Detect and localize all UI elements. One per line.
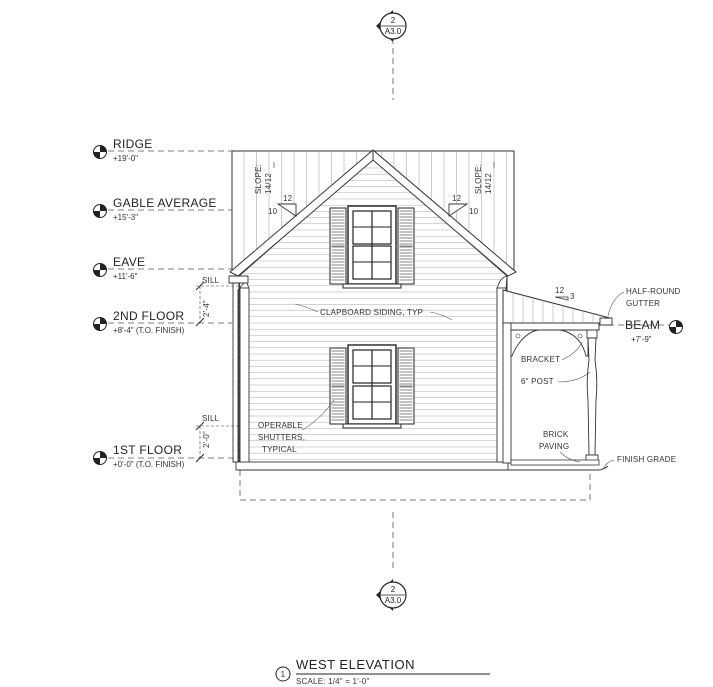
lower-sill-label: SILL — [202, 414, 220, 423]
upper-sill-dimension: 2'-4" — [202, 300, 211, 317]
upper-window — [343, 206, 401, 288]
level-name-gable: GABLE AVERAGE — [113, 196, 217, 210]
water-table — [236, 462, 508, 470]
slope-ratio-left: 14/12 — [264, 172, 273, 194]
level-marker-gable-icon — [94, 205, 107, 218]
level-name-ridge: RIDGE — [113, 137, 153, 151]
note-shutters-3: TYPICAL — [262, 445, 297, 454]
slope-label-right: SLOPE: — [474, 163, 483, 194]
level-value-ridge: +19'-0" — [113, 154, 139, 163]
level-marker-beam-icon — [670, 321, 683, 334]
section-marker-bottom[interactable] — [376, 579, 406, 611]
level-name-second-floor: 2ND FLOOR — [113, 309, 185, 323]
level-value-gable: +15'-3" — [113, 213, 139, 222]
note-gutter-1: HALF-ROUND — [626, 287, 681, 296]
note-bracket: BRACKET — [521, 355, 561, 364]
level-name-eave: EAVE — [113, 255, 146, 269]
slope-rise-left: 10 — [268, 207, 278, 216]
lower-shutter-right — [398, 348, 414, 424]
leader-finish-grade — [604, 460, 614, 468]
slope-rise-right: 10 — [469, 207, 479, 216]
level-value-second-floor: +8'-4" (T.O. FINISH) — [113, 326, 185, 335]
level-value-beam: +7'-9" — [631, 335, 652, 344]
porch-corner-post — [503, 323, 511, 463]
level-marker-second-floor-icon — [94, 318, 107, 331]
upper-shutter-left — [330, 208, 346, 284]
slope-label-left: SLOPE: — [254, 163, 263, 194]
slope-run-right: 12 — [452, 194, 462, 203]
drawing-scale: SCALE: 1/4" = 1'-0" — [296, 677, 370, 686]
slope-ratio-right: 14/12 — [484, 172, 493, 194]
leader-post — [558, 372, 590, 382]
porch-beam — [503, 323, 599, 330]
upper-shutter-right — [398, 208, 414, 284]
lower-window — [343, 345, 401, 428]
lower-sill-dimension: 2'-0" — [202, 431, 211, 448]
foundation-hidden-line — [240, 470, 590, 500]
upper-sill-label: SILL — [202, 276, 220, 285]
section-number-top: 2 — [390, 16, 396, 25]
note-paving-2: PAVING — [539, 442, 570, 451]
level-marker-ridge-icon — [94, 146, 107, 159]
porch-slope-rise: 3 — [570, 292, 575, 301]
slope-run-left: 12 — [283, 194, 293, 203]
porch-bracket-left — [510, 330, 538, 356]
section-number-bottom: 2 — [390, 585, 396, 594]
level-name-beam: BEAM — [625, 318, 661, 332]
porch-roof — [503, 290, 612, 325]
drawing-title-block — [276, 657, 490, 686]
level-value-eave: +11'-6" — [113, 272, 138, 281]
note-finish-grade: FINISH GRADE — [617, 455, 677, 464]
brick-paving — [511, 460, 599, 465]
level-marker-eave-icon — [94, 264, 107, 277]
slope-indicator-porch — [555, 286, 575, 301]
section-sheet-top: A3.0 — [384, 27, 402, 36]
note-paving-1: BRICK — [543, 430, 569, 439]
level-value-first-floor: +0'-0" (T.O. FINISH) — [113, 460, 185, 469]
level-marker-first-floor-icon — [94, 452, 107, 465]
note-clapboard: CLAPBOARD SIDING, TYP — [320, 308, 424, 317]
section-marker-top[interactable] — [376, 10, 406, 42]
level-name-first-floor: 1ST FLOOR — [113, 443, 183, 457]
note-gutter-2: GUTTER — [626, 299, 661, 308]
porch-slope-run: 12 — [555, 286, 565, 295]
section-sheet-bottom: A3.0 — [384, 596, 402, 605]
leader-gutter — [608, 292, 624, 316]
note-shutters-2: SHUTTERS, — [258, 433, 306, 442]
note-post: 6" POST — [521, 377, 554, 386]
leader-bracket — [562, 342, 582, 360]
drawing-title: WEST ELEVATION — [296, 657, 415, 672]
title-number: 1 — [280, 670, 286, 679]
lower-shutter-left — [330, 348, 346, 424]
note-shutters-1: OPERABLE — [258, 421, 303, 430]
corner-board-left — [240, 288, 249, 465]
